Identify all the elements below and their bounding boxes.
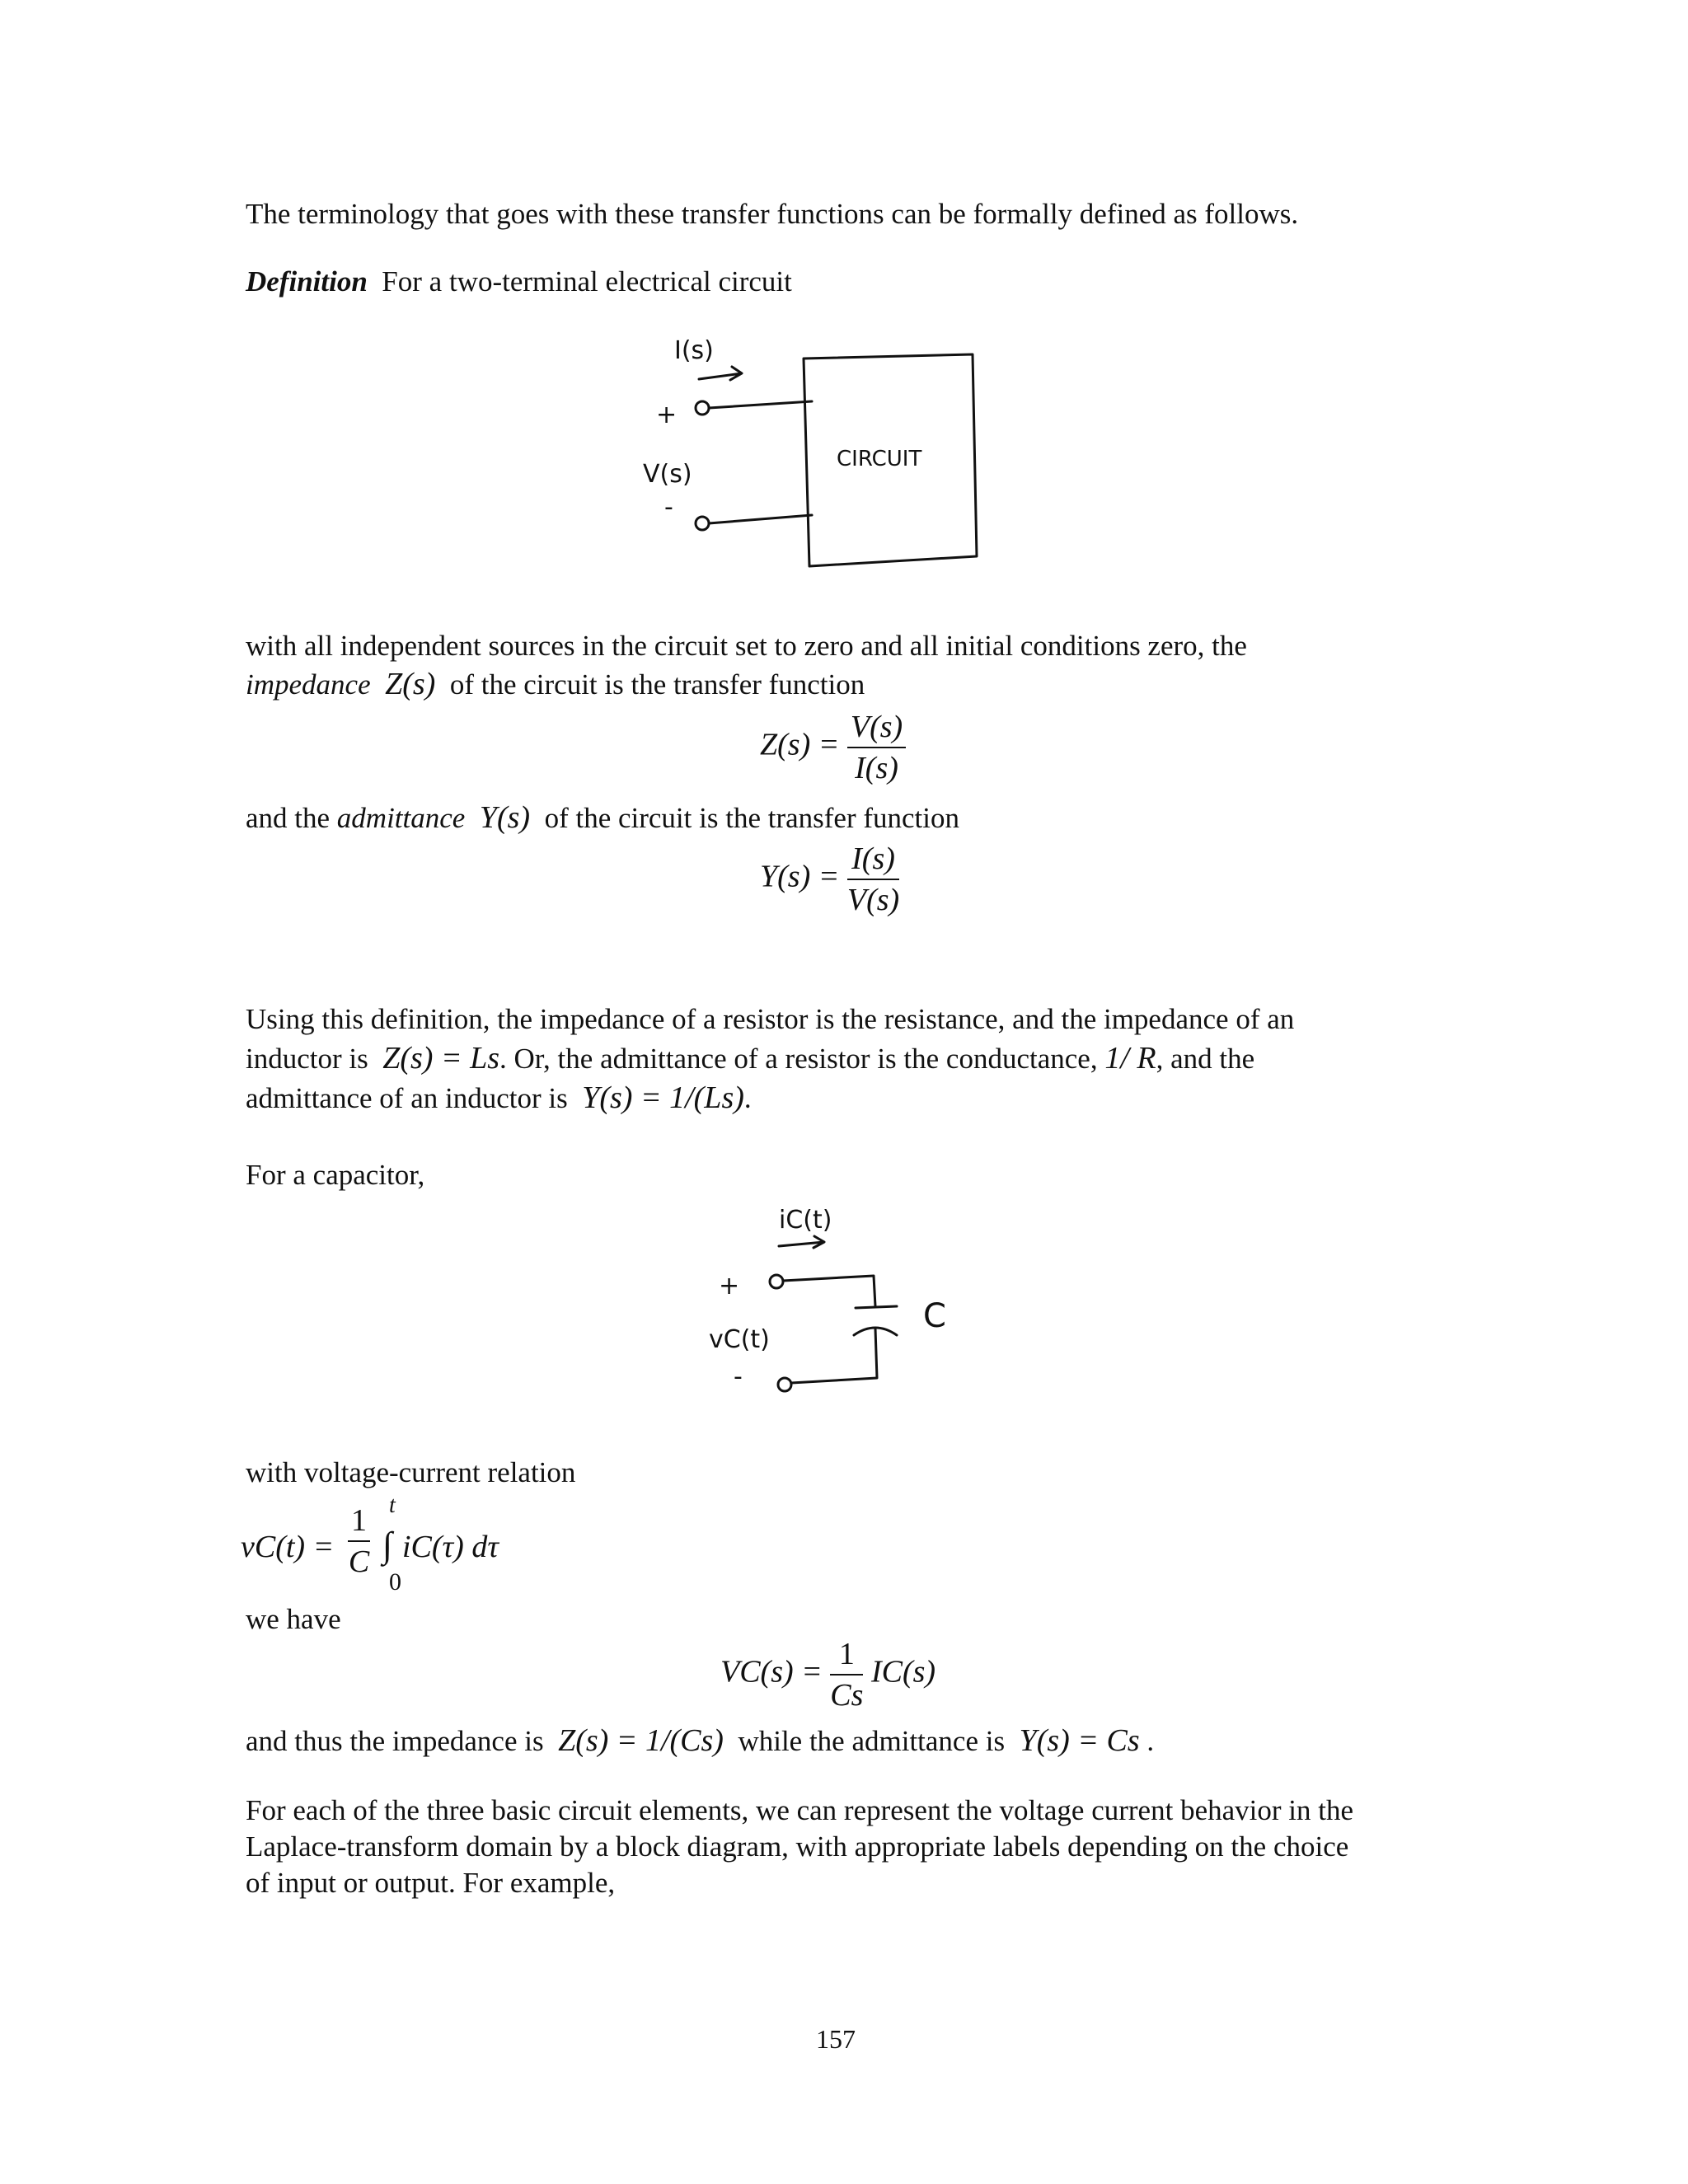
eq-vc-lower: 0 — [389, 1568, 401, 1596]
para2 — [246, 799, 959, 837]
cap-label: C — [923, 1297, 946, 1335]
para2-rest: of the circuit is the transfer function — [544, 802, 959, 834]
cap-current-arrow — [779, 1236, 824, 1248]
para3-l3a: admittance of an inductor is — [246, 1082, 568, 1114]
cap-minus-sign: - — [734, 1362, 743, 1391]
para3-l3b: . — [743, 1082, 752, 1114]
term-admittance: admittance — [336, 802, 466, 834]
current-arrow — [699, 367, 742, 380]
term-impedance: impedance — [246, 668, 371, 701]
para5: with voltage-current relation — [246, 1456, 576, 1488]
intro-paragraph: The terminology that goes with these transfer functions can be formally defined as follows. — [246, 198, 1299, 230]
equation-laplace — [720, 1636, 935, 1713]
eq-vc-lhs: vC(t) = — [241, 1530, 335, 1564]
cap-top-terminal — [770, 1275, 783, 1288]
circuit-box-label: CIRCUIT — [837, 447, 922, 471]
para1-line1: with all independent sources in the circuit set to zero and all initial conditions zero, the — [246, 630, 1247, 662]
para8-line3: of input or output. For example, — [246, 1867, 616, 1899]
eq-admittance-den: V(s) — [846, 883, 900, 917]
definition-line — [246, 264, 792, 300]
eq-cap-y: Y(s) = Cs — [1019, 1723, 1140, 1758]
definition-label: Definition — [246, 265, 368, 298]
eq-vc-den: C — [348, 1544, 370, 1579]
eq-impedance-den: I(s) — [855, 751, 898, 785]
eq-vc-num: 1 — [348, 1502, 370, 1542]
integral-sign: ∫ — [382, 1525, 393, 1565]
eq-laplace-den: Cs — [830, 1678, 864, 1713]
eq-inductor-y: Y(s) = 1/(Ls) — [582, 1080, 744, 1115]
cap-top-wire — [783, 1276, 875, 1306]
circuit-diagram — [626, 326, 1006, 581]
para8-line2: Laplace-transform domain by a block diagram, with appropriate labels depending on the choice — [246, 1830, 1349, 1863]
symbol-y: Y(s) — [479, 800, 531, 835]
para8-line1: For each of the three basic circuit elements, we can represent the voltage current behavior in the — [246, 1794, 1353, 1826]
cap-top-plate — [856, 1306, 897, 1308]
cap-plus-sign: + — [719, 1272, 740, 1301]
minus-sign: - — [664, 493, 673, 522]
equation-impedance — [760, 709, 906, 786]
current-label: I(s) — [674, 336, 714, 365]
page-number: 157 — [816, 2024, 856, 2054]
symbol-z: Z(s) — [385, 667, 436, 701]
top-terminal — [696, 401, 709, 415]
top-wire — [709, 401, 812, 408]
para7-b: while the admittance is — [738, 1725, 1006, 1757]
eq-impedance-num: V(s) — [847, 709, 906, 748]
eq-laplace-lhs: VC(s) = — [720, 1654, 823, 1690]
para2-pre: and the — [246, 802, 331, 834]
para6: we have — [246, 1603, 341, 1635]
cap-bottom-wire — [791, 1329, 877, 1383]
eq-conductance: 1/ R — [1104, 1041, 1156, 1076]
para7-c: . — [1146, 1725, 1155, 1757]
eq-vc-upper: t — [389, 1493, 396, 1518]
para1-line2 — [246, 666, 865, 703]
cap-bottom-terminal — [778, 1378, 791, 1391]
para7-a: and thus the impedance is — [246, 1725, 544, 1757]
para3-l2a: inductor is — [246, 1043, 368, 1075]
eq-vc-integrand: iC(τ) dτ — [402, 1530, 499, 1564]
eq-cap-z: Z(s) = 1/(Cs) — [558, 1723, 724, 1758]
eq-laplace-num: 1 — [830, 1636, 863, 1675]
eq-inductor-z: Z(s) = Ls — [382, 1041, 500, 1076]
para3-line3 — [246, 1080, 752, 1117]
definition-text: For a two-terminal electrical circuit — [382, 265, 792, 298]
para3-l2c: , and the — [1156, 1043, 1255, 1075]
para1-rest: of the circuit is the transfer function — [449, 668, 865, 701]
equation-admittance — [760, 841, 899, 918]
para3-line2 — [246, 1040, 1254, 1077]
eq-laplace-rhs: IC(s) — [870, 1654, 936, 1690]
voltage-label: V(s) — [643, 460, 692, 489]
eq-admittance-lhs: Y(s) = — [760, 859, 840, 894]
plus-sign: + — [656, 401, 678, 429]
eq-admittance-num: I(s) — [847, 841, 899, 880]
eq-impedance-lhs: Z(s) = — [760, 727, 840, 762]
para4: For a capacitor, — [246, 1159, 425, 1191]
capacitor-diagram — [701, 1203, 973, 1426]
cap-current-label: iC(t) — [779, 1206, 832, 1235]
para3-l2b: . Or, the admittance of a resistor is the conductance, — [499, 1043, 1098, 1075]
para3-line1: Using this definition, the impedance of a resistor is the resistance, and the impedance of an — [246, 1003, 1295, 1035]
bottom-wire — [709, 515, 812, 523]
bottom-terminal — [696, 517, 709, 530]
para7 — [246, 1722, 1154, 1760]
cap-voltage-label: vC(t) — [709, 1325, 770, 1354]
